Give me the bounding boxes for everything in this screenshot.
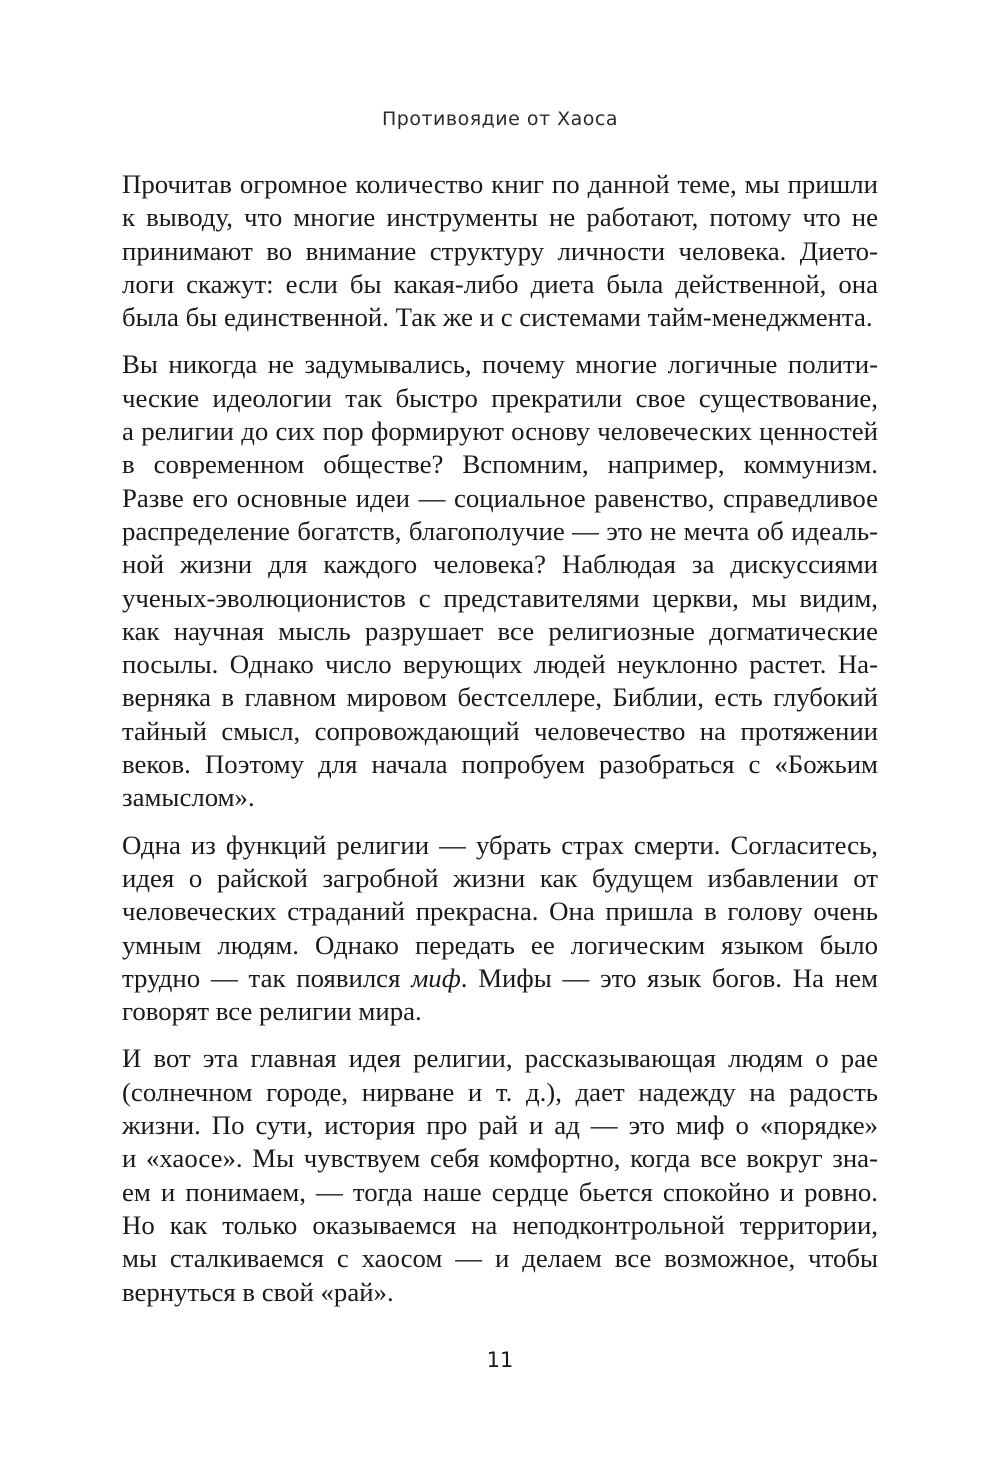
italic-term: миф (411, 962, 461, 993)
text-line: говорят все религии мира. (122, 996, 422, 1027)
text-line: принимают во внимание структуру личности человека. Дието- (122, 235, 878, 266)
text-line: человеческих страданий прекрасна. Она пришла в голову очень (122, 896, 878, 927)
text-line: и «хаосе». Мы чувствуем себя комфортно, когда все вокруг зна- (122, 1143, 878, 1174)
text-line: ем и понимаем, — тогда наше сердце бьется спокойно и ровно. (122, 1176, 878, 1207)
paragraph (122, 168, 878, 334)
text-line: Прочитав огромное количество книг по данной теме, мы пришли (122, 169, 878, 199)
text-line: вернуться в свой «рай». (122, 1276, 394, 1307)
text-segment: . Мифы — это язык богов. На нем (460, 962, 878, 993)
text-line: Но как только оказываемся на неподконтрольной территории, (122, 1209, 878, 1240)
text-line: распределение богатств, благополучие — это не мечта об идеаль- (122, 515, 878, 546)
text-line: логи скажут: если бы какая-либо диета была действенной, она (122, 268, 878, 299)
text-line: как научная мысль разрушает все религиозные догматические (122, 615, 878, 646)
text-line: ной жизни для каждого человека? Наблюдая за дискуссиями (122, 549, 878, 580)
text-line: посылы. Однако число верующих людей неуклонно растет. На- (122, 649, 878, 680)
text-line: к выводу, что многие инструменты не работают, потому что не (122, 202, 878, 233)
text-line: Одна из функций религии — убрать страх смерти. Согласитесь, (122, 829, 878, 860)
text-line: ческие идеологии так быстро прекратили свое существование, (122, 382, 878, 413)
text-line: была бы единственной. Так же и с системами тайм-менеджмента. (122, 302, 873, 333)
text-line: Вы никогда не задумывались, почему многие логичные полити- (122, 349, 878, 380)
text-line: Разве его основные идеи — социальное равенство, справедливое (122, 482, 878, 513)
paragraph (122, 829, 878, 1029)
page-number: 11 (486, 1348, 514, 1372)
text-line: веков. Поэтому для начала попробуем разобраться с «Божьим (122, 749, 878, 780)
text-line: идея о райской загробной жизни как будущем избавлении от (122, 862, 878, 893)
text-segment: трудно — так появился (122, 962, 412, 993)
text-line: тайный смысл, сопровождающий человечество на протяжении (122, 715, 878, 746)
paragraph (122, 348, 878, 814)
text-line: в современном обществе? Вспомним, например, коммунизм. (122, 449, 878, 480)
text-line: верняка в главном мировом бестселлере, Библии, есть глубокий (122, 682, 878, 713)
text-line: умным людям. Однако передать ее логическим языком было (122, 929, 878, 960)
text-line (122, 962, 878, 995)
text-line: И вот эта главная идея религии, рассказывающая людям о рае (122, 1043, 878, 1074)
text-line: ученых-эволюционистов с представителями церкви, мы видим, (122, 582, 878, 613)
paragraph (122, 1042, 878, 1308)
text-line: а религии до сих пор формируют основу человеческих ценностей (122, 416, 878, 447)
body-text (122, 168, 878, 1323)
running-head: Противоядие от Хаоса (382, 108, 618, 130)
text-line: мы сталкиваемся с хаосом — и делаем все возможное, чтобы (122, 1243, 878, 1274)
text-line: замыслом». (122, 782, 255, 813)
text-line: (солнечном городе, нирване и т. д.), дает надежду на радость (122, 1076, 878, 1107)
text-line: жизни. По сути, история про рай и ад — это миф о «порядке» (122, 1110, 878, 1141)
